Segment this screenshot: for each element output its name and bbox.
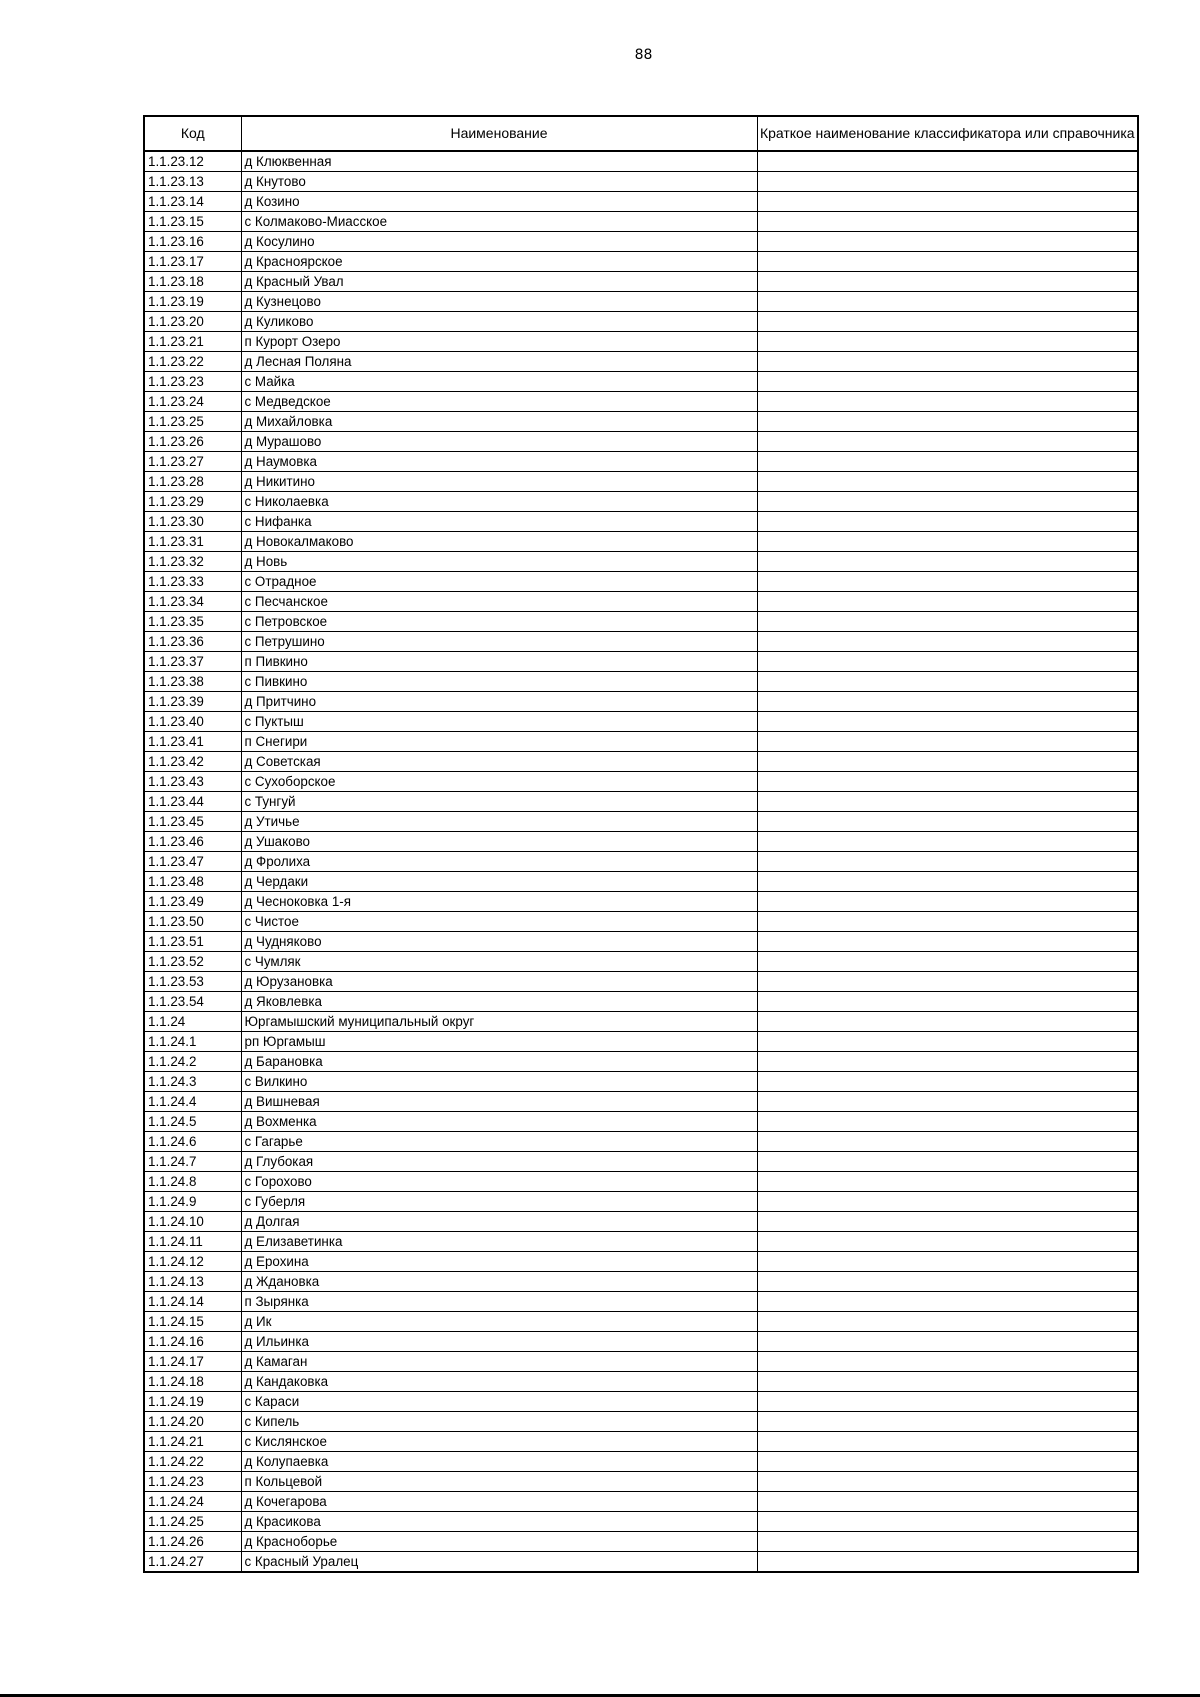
cell-short-name bbox=[757, 272, 1138, 292]
cell-code: 1.1.23.47 bbox=[144, 852, 241, 872]
cell-code: 1.1.23.53 bbox=[144, 972, 241, 992]
table-row bbox=[144, 812, 1138, 832]
cell-name: д Лесная Поляна bbox=[241, 352, 757, 372]
cell-code: 1.1.23.17 bbox=[144, 252, 241, 272]
cell-name: с Сухоборское bbox=[241, 772, 757, 792]
table-row bbox=[144, 272, 1138, 292]
cell-name: д Кандаковка bbox=[241, 1372, 757, 1392]
table-row bbox=[144, 852, 1138, 872]
cell-code: 1.1.23.36 bbox=[144, 632, 241, 652]
cell-code: 1.1.23.27 bbox=[144, 452, 241, 472]
cell-name: с Вилкино bbox=[241, 1072, 757, 1092]
cell-short-name bbox=[757, 892, 1138, 912]
header-short-name: Краткое наименование классификатора или справочника bbox=[757, 116, 1138, 151]
table-row bbox=[144, 1432, 1138, 1452]
cell-name: с Караси bbox=[241, 1392, 757, 1412]
cell-code: 1.1.24.22 bbox=[144, 1452, 241, 1472]
cell-name: д Фролиха bbox=[241, 852, 757, 872]
table-row bbox=[144, 512, 1138, 532]
cell-code: 1.1.23.33 bbox=[144, 572, 241, 592]
cell-code: 1.1.23.50 bbox=[144, 912, 241, 932]
cell-name: с Песчанское bbox=[241, 592, 757, 612]
cell-short-name bbox=[757, 432, 1138, 452]
cell-code: 1.1.23.52 bbox=[144, 952, 241, 972]
cell-name: д Барановка bbox=[241, 1052, 757, 1072]
cell-code: 1.1.23.25 bbox=[144, 412, 241, 432]
cell-code: 1.1.24 bbox=[144, 1012, 241, 1032]
cell-short-name bbox=[757, 872, 1138, 892]
table-row bbox=[144, 1372, 1138, 1392]
table-row bbox=[144, 1232, 1138, 1252]
cell-short-name bbox=[757, 572, 1138, 592]
table-row bbox=[144, 252, 1138, 272]
table-row bbox=[144, 532, 1138, 552]
table-row bbox=[144, 492, 1138, 512]
cell-code: 1.1.24.11 bbox=[144, 1232, 241, 1252]
cell-code: 1.1.24.9 bbox=[144, 1192, 241, 1212]
cell-name: д Кочегарова bbox=[241, 1492, 757, 1512]
cell-name: д Косулино bbox=[241, 232, 757, 252]
cell-code: 1.1.23.29 bbox=[144, 492, 241, 512]
cell-short-name bbox=[757, 812, 1138, 832]
cell-code: 1.1.24.4 bbox=[144, 1092, 241, 1112]
cell-code: 1.1.24.5 bbox=[144, 1112, 241, 1132]
cell-short-name bbox=[757, 1392, 1138, 1412]
cell-short-name bbox=[757, 1152, 1138, 1172]
table-row bbox=[144, 1552, 1138, 1573]
cell-name: с Майка bbox=[241, 372, 757, 392]
cell-short-name bbox=[757, 632, 1138, 652]
cell-name: д Утичье bbox=[241, 812, 757, 832]
table-row bbox=[144, 1492, 1138, 1512]
cell-short-name bbox=[757, 1052, 1138, 1072]
cell-short-name bbox=[757, 952, 1138, 972]
cell-short-name bbox=[757, 672, 1138, 692]
cell-name: д Чердаки bbox=[241, 872, 757, 892]
cell-code: 1.1.23.37 bbox=[144, 652, 241, 672]
cell-short-name bbox=[757, 332, 1138, 352]
table-row bbox=[144, 1092, 1138, 1112]
table-row bbox=[144, 312, 1138, 332]
cell-code: 1.1.23.54 bbox=[144, 992, 241, 1012]
cell-code: 1.1.24.16 bbox=[144, 1332, 241, 1352]
cell-code: 1.1.23.48 bbox=[144, 872, 241, 892]
table-row bbox=[144, 1512, 1138, 1532]
cell-name: д Советская bbox=[241, 752, 757, 772]
cell-short-name bbox=[757, 212, 1138, 232]
cell-name: д Яковлевка bbox=[241, 992, 757, 1012]
cell-name: д Красноярское bbox=[241, 252, 757, 272]
cell-name: д Юрузановка bbox=[241, 972, 757, 992]
table-row bbox=[144, 612, 1138, 632]
cell-name: п Зырянка bbox=[241, 1292, 757, 1312]
cell-code: 1.1.23.41 bbox=[144, 732, 241, 752]
cell-short-name bbox=[757, 932, 1138, 952]
cell-code: 1.1.23.32 bbox=[144, 552, 241, 572]
cell-code: 1.1.24.17 bbox=[144, 1352, 241, 1372]
cell-short-name bbox=[757, 1432, 1138, 1452]
cell-code: 1.1.23.19 bbox=[144, 292, 241, 312]
table-row bbox=[144, 1132, 1138, 1152]
cell-short-name bbox=[757, 1132, 1138, 1152]
table-row bbox=[144, 172, 1138, 192]
cell-code: 1.1.24.23 bbox=[144, 1472, 241, 1492]
header-code: Код bbox=[144, 116, 241, 151]
cell-name: д Долгая bbox=[241, 1212, 757, 1232]
table-row bbox=[144, 1172, 1138, 1192]
table-row bbox=[144, 792, 1138, 812]
cell-code: 1.1.24.26 bbox=[144, 1532, 241, 1552]
cell-short-name bbox=[757, 692, 1138, 712]
table-row bbox=[144, 712, 1138, 732]
cell-name: д Ик bbox=[241, 1312, 757, 1332]
cell-short-name bbox=[757, 852, 1138, 872]
cell-name: с Кипель bbox=[241, 1412, 757, 1432]
cell-code: 1.1.23.31 bbox=[144, 532, 241, 552]
cell-code: 1.1.23.22 bbox=[144, 352, 241, 372]
cell-short-name bbox=[757, 1552, 1138, 1573]
table-row bbox=[144, 1292, 1138, 1312]
table-row bbox=[144, 932, 1138, 952]
cell-name: с Чистое bbox=[241, 912, 757, 932]
cell-name: д Вохменка bbox=[241, 1112, 757, 1132]
cell-code: 1.1.24.15 bbox=[144, 1312, 241, 1332]
cell-code: 1.1.24.20 bbox=[144, 1412, 241, 1432]
table-row bbox=[144, 232, 1138, 252]
cell-code: 1.1.23.34 bbox=[144, 592, 241, 612]
cell-short-name bbox=[757, 252, 1138, 272]
cell-code: 1.1.23.42 bbox=[144, 752, 241, 772]
table-row bbox=[144, 372, 1138, 392]
cell-name: д Красноборье bbox=[241, 1532, 757, 1552]
table-row bbox=[144, 592, 1138, 612]
table-row bbox=[144, 1212, 1138, 1232]
table-row bbox=[144, 732, 1138, 752]
table-row bbox=[144, 1272, 1138, 1292]
cell-short-name bbox=[757, 512, 1138, 532]
table-header bbox=[144, 116, 1138, 151]
cell-name: д Колупаевка bbox=[241, 1452, 757, 1472]
cell-code: 1.1.23.23 bbox=[144, 372, 241, 392]
cell-code: 1.1.23.40 bbox=[144, 712, 241, 732]
cell-code: 1.1.23.45 bbox=[144, 812, 241, 832]
cell-name: с Медведское bbox=[241, 392, 757, 412]
cell-code: 1.1.23.51 bbox=[144, 932, 241, 952]
table-row bbox=[144, 212, 1138, 232]
header-name: Наименование bbox=[241, 116, 757, 151]
table-row bbox=[144, 1352, 1138, 1372]
cell-name: д Чесноковка 1-я bbox=[241, 892, 757, 912]
cell-code: 1.1.23.43 bbox=[144, 772, 241, 792]
cell-short-name bbox=[757, 1112, 1138, 1132]
cell-name: д Чудняково bbox=[241, 932, 757, 952]
cell-name: д Мурашово bbox=[241, 432, 757, 452]
cell-name: с Чумляк bbox=[241, 952, 757, 972]
cell-short-name bbox=[757, 1472, 1138, 1492]
cell-code: 1.1.24.13 bbox=[144, 1272, 241, 1292]
cell-short-name bbox=[757, 712, 1138, 732]
table-row bbox=[144, 1312, 1138, 1332]
cell-code: 1.1.24.21 bbox=[144, 1432, 241, 1452]
cell-code: 1.1.24.12 bbox=[144, 1252, 241, 1272]
cell-name: с Гагарье bbox=[241, 1132, 757, 1152]
cell-short-name bbox=[757, 412, 1138, 432]
cell-name: с Тунгуй bbox=[241, 792, 757, 812]
cell-code: 1.1.23.13 bbox=[144, 172, 241, 192]
cell-short-name bbox=[757, 772, 1138, 792]
table-row bbox=[144, 1112, 1138, 1132]
cell-name: д Кузнецово bbox=[241, 292, 757, 312]
cell-code: 1.1.24.27 bbox=[144, 1552, 241, 1573]
cell-name: с Кислянское bbox=[241, 1432, 757, 1452]
cell-short-name bbox=[757, 1232, 1138, 1252]
cell-name: с Пивкино bbox=[241, 672, 757, 692]
cell-code: 1.1.24.2 bbox=[144, 1052, 241, 1072]
cell-short-name bbox=[757, 392, 1138, 412]
cell-name: п Курорт Озеро bbox=[241, 332, 757, 352]
cell-name: п Снегири bbox=[241, 732, 757, 752]
cell-short-name bbox=[757, 1532, 1138, 1552]
cell-short-name bbox=[757, 1192, 1138, 1212]
table-row bbox=[144, 1072, 1138, 1092]
cell-code: 1.1.23.44 bbox=[144, 792, 241, 812]
cell-code: 1.1.23.39 bbox=[144, 692, 241, 712]
cell-code: 1.1.24.14 bbox=[144, 1292, 241, 1312]
cell-short-name bbox=[757, 752, 1138, 772]
cell-short-name bbox=[757, 732, 1138, 752]
cell-short-name bbox=[757, 832, 1138, 852]
cell-code: 1.1.23.14 bbox=[144, 192, 241, 212]
cell-short-name bbox=[757, 1312, 1138, 1332]
cell-name: д Елизаветинка bbox=[241, 1232, 757, 1252]
table-row bbox=[144, 1452, 1138, 1472]
cell-code: 1.1.24.18 bbox=[144, 1372, 241, 1392]
cell-code: 1.1.24.19 bbox=[144, 1392, 241, 1412]
table-row bbox=[144, 1532, 1138, 1552]
cell-short-name bbox=[757, 1092, 1138, 1112]
table-row bbox=[144, 992, 1138, 1012]
table-row bbox=[144, 872, 1138, 892]
cell-name: д Новокалмаково bbox=[241, 532, 757, 552]
cell-code: 1.1.23.21 bbox=[144, 332, 241, 352]
table-row bbox=[144, 672, 1138, 692]
table-row bbox=[144, 912, 1138, 932]
cell-name: д Клюквенная bbox=[241, 151, 757, 172]
cell-code: 1.1.23.16 bbox=[144, 232, 241, 252]
cell-name: с Пуктыш bbox=[241, 712, 757, 732]
table-row bbox=[144, 1412, 1138, 1432]
cell-name: с Колмаково-Миасское bbox=[241, 212, 757, 232]
cell-short-name bbox=[757, 292, 1138, 312]
table-row bbox=[144, 1032, 1138, 1052]
table-row bbox=[144, 892, 1138, 912]
cell-short-name bbox=[757, 1292, 1138, 1312]
table-row bbox=[144, 192, 1138, 212]
table-row bbox=[144, 432, 1138, 452]
header-row bbox=[144, 116, 1138, 151]
classifier-table bbox=[143, 115, 1139, 1573]
cell-name: д Ушаково bbox=[241, 832, 757, 852]
page-number: 88 bbox=[634, 47, 653, 63]
cell-short-name bbox=[757, 1412, 1138, 1432]
cell-code: 1.1.24.6 bbox=[144, 1132, 241, 1152]
cell-code: 1.1.23.26 bbox=[144, 432, 241, 452]
cell-name: д Ильинка bbox=[241, 1332, 757, 1352]
cell-name: с Отрадное bbox=[241, 572, 757, 592]
cell-code: 1.1.23.30 bbox=[144, 512, 241, 532]
cell-short-name bbox=[757, 452, 1138, 472]
cell-short-name bbox=[757, 1012, 1138, 1032]
table-row bbox=[144, 1472, 1138, 1492]
cell-name: п Пивкино bbox=[241, 652, 757, 672]
table-row bbox=[144, 552, 1138, 572]
cell-code: 1.1.24.24 bbox=[144, 1492, 241, 1512]
cell-name: с Петрушино bbox=[241, 632, 757, 652]
cell-name: с Горохово bbox=[241, 1172, 757, 1192]
cell-code: 1.1.23.46 bbox=[144, 832, 241, 852]
cell-name: с Губерля bbox=[241, 1192, 757, 1212]
table-row bbox=[144, 412, 1138, 432]
cell-name: рп Юргамыш bbox=[241, 1032, 757, 1052]
cell-code: 1.1.23.12 bbox=[144, 151, 241, 172]
cell-short-name bbox=[757, 792, 1138, 812]
cell-short-name bbox=[757, 1072, 1138, 1092]
table-row bbox=[144, 1192, 1138, 1212]
table-row bbox=[144, 392, 1138, 412]
cell-code: 1.1.24.3 bbox=[144, 1072, 241, 1092]
cell-short-name bbox=[757, 372, 1138, 392]
cell-name: д Михайловка bbox=[241, 412, 757, 432]
cell-short-name bbox=[757, 552, 1138, 572]
cell-short-name bbox=[757, 312, 1138, 332]
table-row bbox=[144, 632, 1138, 652]
table-row bbox=[144, 1252, 1138, 1272]
table-row bbox=[144, 752, 1138, 772]
table-row bbox=[144, 952, 1138, 972]
cell-short-name bbox=[757, 192, 1138, 212]
cell-short-name bbox=[757, 472, 1138, 492]
cell-code: 1.1.24.25 bbox=[144, 1512, 241, 1532]
table-row bbox=[144, 1012, 1138, 1032]
cell-code: 1.1.23.15 bbox=[144, 212, 241, 232]
cell-name: д Кнутово bbox=[241, 172, 757, 192]
cell-code: 1.1.24.8 bbox=[144, 1172, 241, 1192]
cell-name: п Кольцевой bbox=[241, 1472, 757, 1492]
table-body bbox=[144, 151, 1138, 1572]
cell-name: д Наумовка bbox=[241, 452, 757, 472]
cell-short-name bbox=[757, 151, 1138, 172]
table-row bbox=[144, 1052, 1138, 1072]
cell-short-name bbox=[757, 1512, 1138, 1532]
cell-name: д Ерохина bbox=[241, 1252, 757, 1272]
cell-short-name bbox=[757, 1172, 1138, 1192]
table-row bbox=[144, 1332, 1138, 1352]
cell-name: д Куликово bbox=[241, 312, 757, 332]
cell-short-name bbox=[757, 992, 1138, 1012]
cell-name: д Ждановка bbox=[241, 1272, 757, 1292]
table-row bbox=[144, 972, 1138, 992]
cell-short-name bbox=[757, 1492, 1138, 1512]
cell-short-name bbox=[757, 912, 1138, 932]
table-row bbox=[144, 772, 1138, 792]
cell-name: д Козино bbox=[241, 192, 757, 212]
cell-name: д Новь bbox=[241, 552, 757, 572]
cell-short-name bbox=[757, 592, 1138, 612]
cell-name: Юргамышский муниципальный округ bbox=[241, 1012, 757, 1032]
table-row bbox=[144, 292, 1138, 312]
table-row bbox=[144, 1392, 1138, 1412]
cell-short-name bbox=[757, 1452, 1138, 1472]
cell-short-name bbox=[757, 1272, 1138, 1292]
cell-name: д Притчино bbox=[241, 692, 757, 712]
cell-short-name bbox=[757, 232, 1138, 252]
cell-short-name bbox=[757, 972, 1138, 992]
cell-name: с Петровское bbox=[241, 612, 757, 632]
table-row bbox=[144, 652, 1138, 672]
cell-short-name bbox=[757, 1032, 1138, 1052]
cell-short-name bbox=[757, 1332, 1138, 1352]
cell-name: д Красикова bbox=[241, 1512, 757, 1532]
table-row bbox=[144, 472, 1138, 492]
cell-short-name bbox=[757, 1372, 1138, 1392]
cell-name: д Вишневая bbox=[241, 1092, 757, 1112]
cell-code: 1.1.23.24 bbox=[144, 392, 241, 412]
cell-short-name bbox=[757, 1252, 1138, 1272]
cell-short-name bbox=[757, 492, 1138, 512]
cell-short-name bbox=[757, 1212, 1138, 1232]
cell-name: с Красный Уралец bbox=[241, 1552, 757, 1573]
table-row bbox=[144, 692, 1138, 712]
cell-code: 1.1.24.10 bbox=[144, 1212, 241, 1232]
table-row bbox=[144, 352, 1138, 372]
cell-code: 1.1.23.35 bbox=[144, 612, 241, 632]
table-row bbox=[144, 832, 1138, 852]
cell-code: 1.1.23.20 bbox=[144, 312, 241, 332]
cell-code: 1.1.24.7 bbox=[144, 1152, 241, 1172]
cell-short-name bbox=[757, 1352, 1138, 1372]
table-row bbox=[144, 452, 1138, 472]
cell-name: д Глубокая bbox=[241, 1152, 757, 1172]
table-row bbox=[144, 1152, 1138, 1172]
cell-name: с Нифанка bbox=[241, 512, 757, 532]
cell-name: д Камаган bbox=[241, 1352, 757, 1372]
cell-short-name bbox=[757, 652, 1138, 672]
cell-name: с Николаевка bbox=[241, 492, 757, 512]
cell-code: 1.1.23.38 bbox=[144, 672, 241, 692]
cell-code: 1.1.23.49 bbox=[144, 892, 241, 912]
cell-code: 1.1.23.28 bbox=[144, 472, 241, 492]
table-row bbox=[144, 151, 1138, 172]
cell-short-name bbox=[757, 352, 1138, 372]
cell-short-name bbox=[757, 532, 1138, 552]
cell-code: 1.1.23.18 bbox=[144, 272, 241, 292]
cell-name: д Красный Увал bbox=[241, 272, 757, 292]
cell-code: 1.1.24.1 bbox=[144, 1032, 241, 1052]
cell-short-name bbox=[757, 612, 1138, 632]
table-row bbox=[144, 572, 1138, 592]
cell-short-name bbox=[757, 172, 1138, 192]
cell-name: д Никитино bbox=[241, 472, 757, 492]
table-row bbox=[144, 332, 1138, 352]
